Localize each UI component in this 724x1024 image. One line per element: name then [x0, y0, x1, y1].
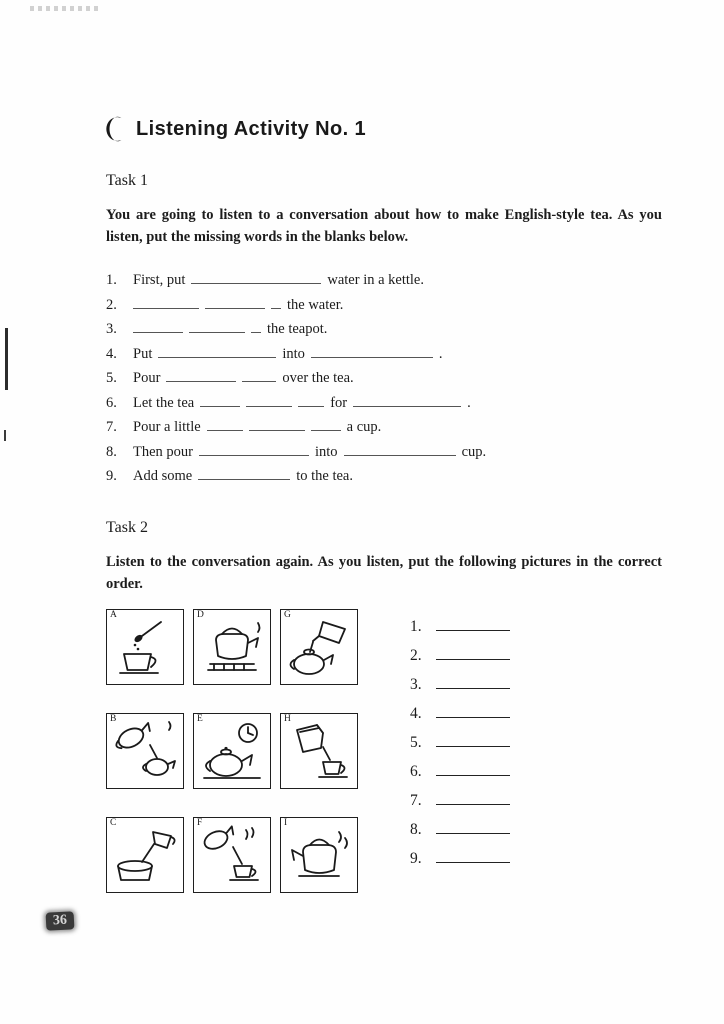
- fill-in-blank[interactable]: [205, 295, 265, 309]
- fill-in-blank[interactable]: [344, 442, 456, 456]
- answer-number: 7.: [410, 791, 422, 809]
- fill-in-blank[interactable]: [191, 270, 321, 284]
- answer-row: [410, 675, 510, 694]
- answer-row: [410, 733, 510, 752]
- answer-blank[interactable]: [436, 791, 510, 805]
- answer-blank[interactable]: [436, 646, 510, 660]
- fill-in-blank[interactable]: [251, 319, 261, 333]
- picture-letter: I: [284, 817, 288, 828]
- picture-cell: [193, 817, 271, 893]
- item-text: cup.: [461, 443, 487, 460]
- task2-body: [106, 609, 664, 893]
- picture-cell: [106, 817, 184, 893]
- fill-in-blank[interactable]: [158, 344, 276, 358]
- scan-artifact-left-small: [4, 430, 6, 441]
- picture-letter: H: [284, 713, 291, 724]
- item-text: a cup.: [346, 419, 382, 435]
- item-text: into: [315, 443, 338, 460]
- item-text: the water.: [287, 296, 344, 313]
- task1-list: [106, 268, 664, 489]
- fill-in-blank[interactable]: [249, 417, 305, 431]
- picture-letter: E: [197, 713, 203, 724]
- item-text: .: [467, 394, 471, 411]
- fill-in-blank[interactable]: [199, 442, 309, 456]
- task1-heading: Task 1: [106, 172, 148, 189]
- picture-cell: [280, 713, 358, 789]
- item-text: water in a kettle.: [327, 272, 424, 288]
- fill-in-blank[interactable]: [133, 295, 199, 309]
- answer-row: [410, 762, 510, 781]
- task1-item: [106, 366, 664, 391]
- fill-in-blank[interactable]: [246, 393, 292, 407]
- fill-in-blank[interactable]: [311, 417, 341, 431]
- picture-letter: C: [110, 817, 117, 828]
- answer-row: [410, 791, 510, 810]
- picture-letter: G: [284, 609, 291, 620]
- picture-cell: [106, 713, 184, 789]
- answer-number: 5.: [410, 733, 422, 751]
- scan-artifact-left: [5, 328, 8, 390]
- fill-in-blank[interactable]: [133, 319, 183, 333]
- picture-letter: D: [197, 609, 204, 620]
- task1-item: [106, 268, 664, 293]
- pour-teapot-into-pot-illustration: [109, 720, 181, 784]
- picture-cell: [193, 609, 271, 685]
- fill-in-blank[interactable]: [242, 368, 276, 382]
- answer-blank[interactable]: [436, 733, 510, 747]
- picture-letter: A: [110, 609, 117, 620]
- steaming-kettle-illustration: [283, 824, 355, 888]
- item-text: Let the tea: [133, 394, 195, 411]
- pour-milk-into-cup-illustration: [283, 720, 355, 784]
- answer-number: 2.: [410, 646, 422, 664]
- item-text: into: [282, 345, 305, 362]
- picture-letter: F: [197, 817, 203, 828]
- answer-blank[interactable]: [436, 762, 510, 776]
- task1-item: [106, 342, 664, 367]
- page-title-text: Listening Activity No. 1: [136, 117, 367, 140]
- picture-cell: [280, 609, 358, 685]
- task1-instructions: You are going to listen to a conversation about how to make English-style tea. As you listen, put the missing words in the blanks below.: [106, 207, 662, 245]
- answer-number: 6.: [410, 762, 422, 780]
- item-text: to the tea.: [296, 468, 353, 484]
- spoon-tea-into-cup-illustration: [109, 616, 181, 680]
- teapot-waiting-clock-illustration: [196, 720, 268, 784]
- item-number: 8.: [106, 443, 117, 460]
- answer-blank[interactable]: [436, 704, 510, 718]
- pour-into-steaming-cup-illustration: [196, 824, 268, 888]
- item-number: 4.: [106, 345, 117, 362]
- fill-in-blank[interactable]: [271, 295, 281, 309]
- task1-item: [106, 317, 664, 342]
- pour-water-into-teapot-illustration: [283, 616, 355, 680]
- item-text: Pour: [133, 370, 161, 386]
- answer-blank[interactable]: [436, 820, 510, 834]
- fill-in-blank[interactable]: [353, 393, 461, 407]
- item-text: Pour a little: [133, 419, 201, 435]
- answer-number: 3.: [410, 675, 422, 693]
- item-text: Add some: [133, 468, 193, 484]
- item-number: 1.: [106, 272, 117, 288]
- answer-number: 9.: [410, 849, 422, 867]
- fill-in-blank[interactable]: [207, 417, 243, 431]
- fill-in-blank[interactable]: [298, 393, 324, 407]
- task1-item: [106, 440, 664, 465]
- fill-in-blank[interactable]: [200, 393, 240, 407]
- empty-water-into-pot-illustration: [109, 824, 181, 888]
- task1-item: [106, 415, 664, 440]
- fill-in-blank[interactable]: [189, 319, 245, 333]
- item-number: 2.: [106, 296, 117, 313]
- task2-heading: Task 2: [106, 518, 148, 536]
- item-number: 5.: [106, 370, 117, 386]
- item-number: 6.: [106, 394, 117, 411]
- task2-answers: [410, 609, 510, 893]
- task1-item: [106, 464, 664, 489]
- picture-cell: [106, 609, 184, 685]
- answer-row: [410, 646, 510, 665]
- kettle-on-stove-illustration: [196, 616, 268, 680]
- fill-in-blank[interactable]: [166, 368, 236, 382]
- answer-row: [410, 617, 510, 636]
- item-text: First, put: [133, 272, 186, 288]
- task1-item: [106, 391, 664, 416]
- answer-row: [410, 820, 510, 839]
- picture-grid: [106, 609, 358, 893]
- picture-letter: B: [110, 713, 117, 724]
- item-number: 7.: [106, 419, 117, 435]
- answer-blank[interactable]: [436, 849, 510, 863]
- item-number: 9.: [106, 468, 117, 484]
- answer-blank[interactable]: [436, 617, 510, 631]
- scan-artifact-top: [30, 6, 102, 11]
- page-number: 36: [46, 911, 75, 930]
- answer-number: 8.: [410, 820, 422, 838]
- answer-row: [410, 849, 510, 868]
- item-text: Put: [133, 345, 153, 362]
- task1-item: [106, 293, 664, 318]
- fill-in-blank[interactable]: [198, 466, 290, 480]
- item-number: 3.: [106, 321, 117, 337]
- answer-number: 1.: [410, 617, 422, 635]
- page-title: [106, 116, 664, 142]
- picture-cell: [193, 713, 271, 789]
- fill-in-blank[interactable]: [311, 344, 433, 358]
- picture-cell: [280, 817, 358, 893]
- crescent-icon: [106, 116, 126, 142]
- item-text: for: [330, 394, 348, 411]
- item-text: Then pour: [133, 443, 193, 460]
- task2-instructions: Listen to the conversation again. As you listen, put the following pictures in the correct order.: [106, 553, 662, 592]
- item-text: over the tea.: [282, 370, 354, 386]
- item-text: .: [438, 345, 443, 362]
- item-text: the teapot.: [267, 321, 328, 337]
- answer-blank[interactable]: [436, 675, 510, 689]
- answer-row: [410, 704, 510, 723]
- answer-number: 4.: [410, 704, 422, 722]
